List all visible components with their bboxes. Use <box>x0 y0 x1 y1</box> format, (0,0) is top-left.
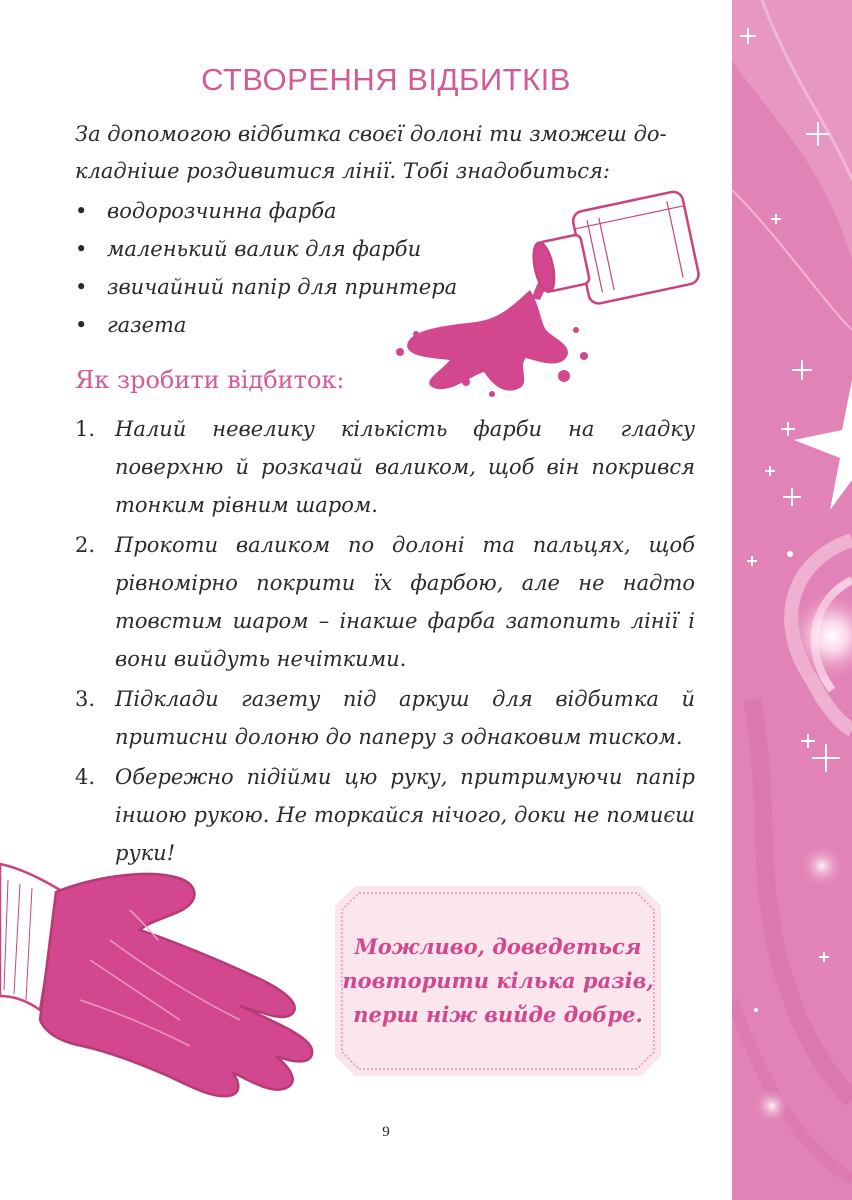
hand-icon <box>0 850 320 1110</box>
decorative-sidebar <box>732 0 852 1200</box>
tip-box <box>335 886 661 1076</box>
step-number: 1. <box>75 417 96 441</box>
tip-line-1: Можливо, доведеться <box>354 934 642 959</box>
step-item <box>75 680 695 756</box>
bullet: • <box>75 275 88 299</box>
paint-splash-icon <box>407 290 568 391</box>
tip-line-3: перш ніж вийде добре. <box>353 1002 643 1027</box>
page-title: СТВОРЕННЯ ВІДБИТКІВ <box>201 62 571 97</box>
step-number: 2. <box>75 533 96 557</box>
step-text: Підклади газету під аркуш для відбитка й притисни долоню до паперу з однаковим тиском. <box>115 687 695 749</box>
how-to-heading: Як зробити відбиток: <box>75 366 345 394</box>
tip-text <box>335 930 661 1032</box>
page-number: 9 <box>382 1124 390 1140</box>
step-item <box>75 526 695 678</box>
sidebar-art <box>732 0 852 1200</box>
step-text: Прокоти валиком по долоні та пальцях, щоб рівномірно покрити їх фарбою, але не надто товстим шаром – інакше фарба затопить лінії і вони вийдуть нечіткими. <box>115 533 695 671</box>
intro-line-2: кладніше роздивитися лінії. Тобі знадобиться: <box>75 159 610 183</box>
bullet: • <box>75 237 88 261</box>
supply-label: водорозчинна фарба <box>107 199 337 223</box>
steps-list <box>75 410 695 874</box>
intro-paragraph <box>75 116 701 190</box>
step-number: 3. <box>75 687 96 711</box>
supply-label: звичайний папір для принтера <box>107 275 458 299</box>
supply-label: маленький валик для фарби <box>107 237 422 261</box>
supply-label: газета <box>107 313 187 337</box>
step-text: Обережно підійми цю руку, притримуючи папір іншою рукою. Не торкайся нічого, доки не помиєш руки! <box>115 765 695 865</box>
step-number: 4. <box>75 765 96 789</box>
step-text: Налий невелику кількість фарби на гладку поверхню й розкачай валиком, щоб він покрився тонким рівним шаром. <box>115 417 695 517</box>
tip-line-2: повторити кілька разів, <box>342 968 654 993</box>
bullet: • <box>75 313 88 337</box>
intro-line-1: За допомогою відбитка своєї долоні ти зможеш до- <box>75 122 667 146</box>
step-item <box>75 410 695 524</box>
bullet: • <box>75 199 88 223</box>
paint-bottle-icon <box>380 190 702 402</box>
